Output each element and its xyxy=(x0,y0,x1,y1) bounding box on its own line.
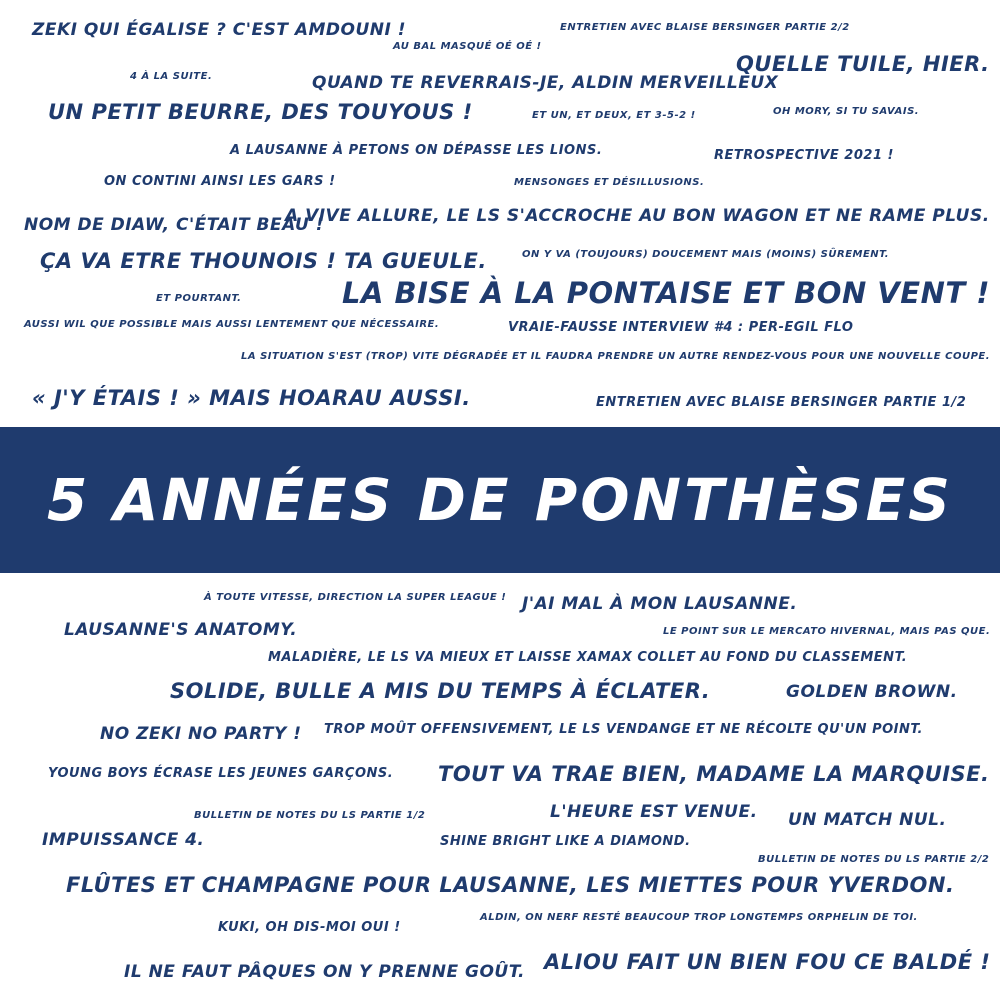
phrase: 4 À LA SUITE. xyxy=(130,71,213,82)
phrase: QUAND TE REVERRAIS-JE, ALDIN MERVEILLEUX xyxy=(312,73,779,93)
phrase: BULLETIN DE NOTES DU LS PARTIE 1/2 xyxy=(194,810,426,821)
phrase: VRAIE-FAUSSE INTERVIEW #4 : PER-EGIL FLO xyxy=(508,320,854,335)
phrase: AUSSI WIL QUE POSSIBLE MAIS AUSSI LENTEMENT QUE NÉCESSAIRE. xyxy=(24,319,440,330)
phrase: ALDIN, ON NERF RESTÉ BEAUCOUP TROP LONGTEMPS ORPHELIN DE TOI. xyxy=(480,912,918,923)
phrase: TROP MOÛT OFFENSIVEMENT, LE LS VENDANGE ET NE RÉCOLTE QU'UN POINT. xyxy=(324,722,923,737)
phrase: MALADIÈRE, LE LS VA MIEUX ET LAISSE XAMAX COLLET AU FOND DU CLASSEMENT. xyxy=(268,650,908,665)
phrase: TOUT VA TRAE BIEN, MADAME LA MARQUISE. xyxy=(438,762,990,786)
phrase: BULLETIN DE NOTES DU LS PARTIE 2/2 xyxy=(758,854,990,865)
phrase: FLÛTES ET CHAMPAGNE POUR LAUSANNE, LES MIETTES POUR YVERDON. xyxy=(66,873,955,897)
phrase: ÇA VA ETRE THOUNOIS ! TA GUEULE. xyxy=(40,249,487,273)
phrase: ZEKI QUI ÉGALISE ? C'EST AMDOUNI ! xyxy=(32,20,407,40)
phrase: LE POINT SUR LE MERCATO HIVERNAL, MAIS PAS QUE. xyxy=(663,626,991,637)
phrase: LA BISE À LA PONTAISE ET BON VENT ! xyxy=(342,276,990,310)
phrase: ENTRETIEN AVEC BLAISE BERSINGER PARTIE 2/2 xyxy=(560,22,850,33)
phrase: KUKI, OH DIS-MOI OUI ! xyxy=(218,920,401,935)
phrase: QUELLE TUILE, HIER. xyxy=(736,52,990,76)
phrase: ON CONTINI AINSI LES GARS ! xyxy=(104,174,336,189)
phrase: LAUSANNE'S ANATOMY. xyxy=(64,620,298,640)
phrase: UN MATCH NUL. xyxy=(788,810,947,830)
phrase: LA SITUATION S'EST (TROP) VITE DÉGRADÉE ET IL FAUDRA PRENDRE UN AUTRE RENDEZ-VOUS POUR UNE NOUVELLE COUPE. xyxy=(241,351,991,362)
phrase: YOUNG BOYS ÉCRASE LES JEUNES GARÇONS. xyxy=(48,766,394,781)
phrase: A VIVE ALLURE, LE LS S'ACCROCHE AU BON WAGON ET NE RAME PLUS. xyxy=(285,206,990,226)
title-banner xyxy=(0,427,1000,573)
phrase: UN PETIT BEURRE, DES TOUYOUS ! xyxy=(48,100,473,124)
phrase: IL NE FAUT PÂQUES ON Y PRENNE GOÛT. xyxy=(124,962,525,982)
phrase: ET UN, ET DEUX, ET 3-5-2 ! xyxy=(532,110,696,121)
phrase: L'HEURE EST VENUE. xyxy=(550,802,758,822)
phrase: SHINE BRIGHT LIKE A DIAMOND. xyxy=(440,834,691,849)
phrase: ENTRETIEN AVEC BLAISE BERSINGER PARTIE 1/2 xyxy=(596,395,967,410)
phrase: IMPUISSANCE 4. xyxy=(42,830,205,850)
phrase: ALIOU FAIT UN BIEN FOU CE BALDÉ ! xyxy=(544,950,991,974)
phrase: « J'Y ÉTAIS ! » MAIS HOARAU AUSSI. xyxy=(32,386,471,410)
phrase: RETROSPECTIVE 2021 ! xyxy=(714,148,894,163)
phrase: J'AI MAL À MON LAUSANNE. xyxy=(522,594,798,614)
phrase: A LAUSANNE À PETONS ON DÉPASSE LES LIONS. xyxy=(230,143,603,158)
phrase: NOM DE DIAW, C'ÉTAIT BEAU ! xyxy=(24,215,324,235)
phrase: OH MORY, SI TU SAVAIS. xyxy=(773,106,920,117)
phrase: À TOUTE VITESSE, DIRECTION LA SUPER LEAGUE ! xyxy=(204,592,507,603)
phrase: AU BAL MASQUÉ OÉ OÉ ! xyxy=(393,41,542,52)
phrase: SOLIDE, BULLE A MIS DU TEMPS À ÉCLATER. xyxy=(170,679,711,703)
phrase: ET POURTANT. xyxy=(156,293,242,304)
banner-title: 5 ANNÉES DE PONTHÈSES xyxy=(47,466,953,534)
phrase: MENSONGES ET DÉSILLUSIONS. xyxy=(514,177,705,188)
phrase: NO ZEKI NO PARTY ! xyxy=(100,724,302,744)
phrase: GOLDEN BROWN. xyxy=(786,682,958,702)
phrase: ON Y VA (TOUJOURS) DOUCEMENT MAIS (MOINS) SÛREMENT. xyxy=(522,249,890,260)
